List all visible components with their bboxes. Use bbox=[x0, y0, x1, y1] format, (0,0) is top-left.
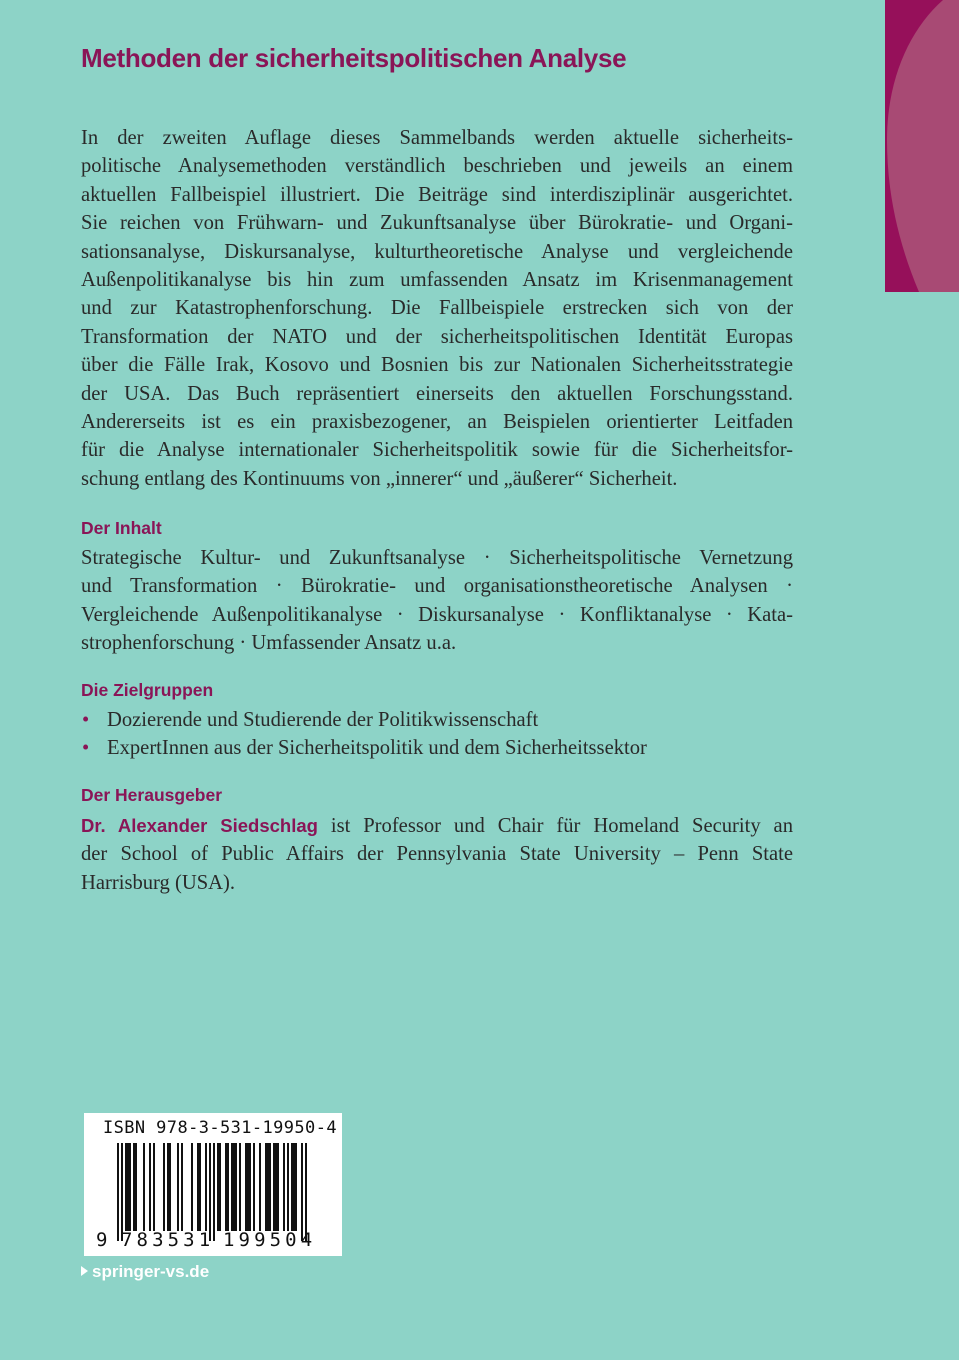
contents-line: strophenforschung · Umfassender Ansatz u.a. bbox=[81, 632, 457, 655]
barcode-bar bbox=[301, 1143, 303, 1241]
barcode-bar bbox=[127, 1143, 129, 1231]
barcode-bar bbox=[121, 1143, 123, 1241]
barcode-bar bbox=[235, 1143, 237, 1231]
barcode-bar bbox=[277, 1143, 279, 1231]
corner-decoration bbox=[885, 0, 959, 292]
barcode-bar bbox=[305, 1143, 307, 1241]
blurb-line: und zur Katastrophenforschung. Die Fallbeispiele erstrecken sich von der bbox=[81, 297, 793, 320]
barcode-bar bbox=[143, 1143, 145, 1231]
barcode-bar bbox=[205, 1143, 207, 1231]
blurb-line: In der zweiten Auflage dieses Sammelbands werden aktuelle sicherheits- bbox=[81, 127, 793, 149]
barcode-bar bbox=[247, 1143, 249, 1231]
editor-line: der School of Public Affairs der Pennsylvania State University – Penn State bbox=[81, 843, 793, 866]
barcode-bar bbox=[177, 1143, 179, 1231]
isbn-label: ISBN 978-3-531-19950-4 bbox=[103, 1118, 337, 1138]
blurb-line: Transformation der NATO und der sicherheitspolitischen Identität Europas bbox=[81, 325, 793, 348]
barcode-bar bbox=[197, 1143, 199, 1231]
barcode-bar bbox=[293, 1143, 295, 1231]
bullet-icon: • bbox=[82, 709, 90, 731]
barcode-bar bbox=[273, 1143, 275, 1231]
barcode-bar bbox=[249, 1143, 251, 1231]
barcode-bar bbox=[219, 1143, 221, 1231]
barcode-digits-left: 783531 bbox=[121, 1229, 215, 1251]
barcode-digit-lead: 9 bbox=[96, 1229, 112, 1251]
editor-line: Harrisburg (USA). bbox=[81, 871, 236, 894]
barcode-bar bbox=[199, 1143, 201, 1231]
blurb-line: politische Analysemethoden verständlich beschrieben und jeweils an einem bbox=[81, 155, 793, 178]
editor-heading: Der Herausgeber bbox=[81, 785, 223, 805]
barcode-bar bbox=[153, 1143, 155, 1231]
blurb-line: schung entlang des Kontinuums von „innerer“ und „äußerer“ Sicherheit. bbox=[81, 467, 678, 490]
barcode-bar bbox=[227, 1143, 229, 1231]
blurb-line: aktuellen Fallbeispiel illustriert. Die Beiträge sind interdisziplinär ausgerichtet. bbox=[81, 183, 793, 206]
barcode-bar bbox=[225, 1143, 227, 1231]
editor-line-rest: ist Professor und Chair für Homeland Security an bbox=[317, 815, 793, 837]
editor-name: Dr. Alexander Siedschlag bbox=[81, 815, 318, 836]
barcode-bar bbox=[291, 1143, 293, 1231]
barcode-bar bbox=[117, 1143, 119, 1241]
barcode-bar bbox=[267, 1143, 269, 1231]
barcode-bar bbox=[209, 1143, 211, 1241]
blurb-text bbox=[81, 124, 793, 493]
barcode-bar bbox=[269, 1143, 271, 1231]
barcode-bar bbox=[129, 1143, 131, 1231]
blurb-line: Sie reichen von Frühwarn- und Zukunftsanalyse über Bürokratie- und Organi- bbox=[81, 212, 793, 235]
target-groups-heading: Die Zielgruppen bbox=[81, 680, 214, 700]
barcode-bar bbox=[125, 1143, 127, 1231]
list-item bbox=[81, 706, 793, 734]
publisher-url: springer-vs.de bbox=[92, 1262, 210, 1281]
barcode-bar bbox=[259, 1143, 261, 1231]
barcode-bar bbox=[133, 1143, 135, 1231]
barcode-bar bbox=[233, 1143, 235, 1231]
contents-line: Strategische Kultur- und Zukunftsanalyse · Sicherheitspolitische Vernetzung bbox=[81, 547, 793, 569]
publisher-link[interactable] bbox=[81, 1262, 209, 1282]
blurb-line: Außenpolitikanalyse bis hin zum umfassenden Ansatz im Krisenmanagement bbox=[81, 269, 793, 292]
barcode-bar bbox=[287, 1143, 289, 1231]
barcode-digits-right: 199504 bbox=[223, 1229, 317, 1251]
barcode-bar bbox=[253, 1143, 255, 1231]
barcode-bar bbox=[169, 1143, 171, 1231]
list-item bbox=[81, 734, 793, 762]
contents-line: Vergleichende Außenpolitikanalyse · Diskursanalyse · Konfliktanalyse · Kata- bbox=[81, 603, 793, 626]
list-item-text: Dozierende und Studierende der Politikwissenschaft bbox=[107, 709, 539, 731]
barcode-bar bbox=[239, 1143, 241, 1231]
barcode-bar bbox=[245, 1143, 247, 1231]
barcode-bar bbox=[295, 1143, 297, 1231]
bullet-icon: • bbox=[82, 737, 90, 760]
barcode-bar bbox=[231, 1143, 233, 1231]
isbn-barcode bbox=[84, 1113, 342, 1256]
contents-text bbox=[81, 544, 793, 658]
editor-line bbox=[81, 812, 793, 840]
blurb-line: für die Analyse internationaler Sicherheitspolitik sowie für die Sicherheitsfor- bbox=[81, 439, 793, 462]
barcode-bar bbox=[181, 1143, 183, 1231]
book-title: Methoden der sicherheitspolitischen Analyse bbox=[81, 43, 627, 73]
target-groups-list bbox=[81, 706, 793, 763]
contents-line: und Transformation · Bürokratie- und organisationstheoretische Analysen · bbox=[81, 575, 793, 598]
list-item-text: ExpertInnen aus der Sicherheitspolitik und dem Sicherheitssektor bbox=[107, 737, 647, 760]
barcode-bar bbox=[275, 1143, 277, 1231]
barcode-bar bbox=[217, 1143, 219, 1231]
barcode-bar bbox=[149, 1143, 151, 1231]
barcode-bar bbox=[283, 1143, 285, 1231]
arrow-right-icon bbox=[81, 1266, 88, 1276]
blurb-line: Andererseits ist es ein praxisbezogener, an Beispielen orientierter Leitfaden bbox=[81, 411, 793, 434]
blurb-line: der USA. Das Buch repräsentiert einerseits den aktuellen Forschungsstand. bbox=[81, 382, 793, 405]
barcode-bar bbox=[163, 1143, 165, 1231]
blurb-line: über die Fälle Irak, Kosovo und Bosnien bis zur Nationalen Sicherheitsstrategie bbox=[81, 354, 793, 377]
barcode-bar bbox=[213, 1143, 215, 1241]
blurb-line: sationsanalyse, Diskursanalyse, kulturtheoretische Analyse und vergleichende bbox=[81, 240, 793, 263]
barcode-bar bbox=[191, 1143, 193, 1231]
barcode-bar bbox=[265, 1143, 267, 1231]
contents-heading: Der Inhalt bbox=[81, 518, 162, 538]
barcode-bar bbox=[167, 1143, 169, 1231]
barcode-bar bbox=[135, 1143, 137, 1231]
editor-bio bbox=[81, 812, 793, 897]
